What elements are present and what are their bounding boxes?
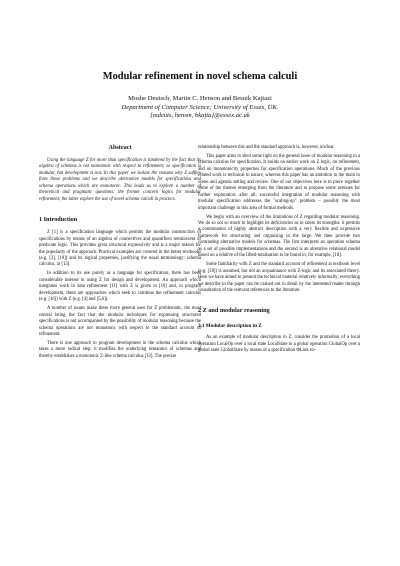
intro-paragraph: There is one approach to program development in the schema calculus which takes a more radical step: it modifies the underlying semantics of schemas and thereby establishes a monotonic Z-like schema calculus [12]. The precise	[39, 340, 201, 359]
body-paragraph: This paper aims to shed some light on the general issue of modular reasoning in a schema calculus for specification. It builds on earlier work on Z logic, on refinement, and on monotonicity properties for specification operations. Much of the previous related work is technical in nature, whereas this paper has an ambition in the main to scene and agenda setting and review. One of our objectives here is to piece together some of the themes emerging from the literature and to propose some avenues for further exploration: after all, successful integration of modular reasoning with modular specification addresses the "scaling-up" problem – possibly the most important challenge in this area of formal methods.	[198, 153, 360, 211]
intro-paragraph: A number of issues make these more general uses for Z problematic, the most central being the fact that the modular techniques for expressing structured specifications is not accompanied by the possibility of modular reasoning because the schema operations are not monotonic with respect to the standard account of refinement.	[39, 306, 201, 337]
author-names: Moshe Deutsch, Martin C. Henson and Besnik Kajtazi	[128, 95, 272, 102]
author-affiliation: Department of Computer Science; University of Essex, UK.	[121, 103, 279, 111]
section-heading-introduction: 1 Introduction	[39, 216, 78, 224]
paper-title: Modular refinement in novel schema calculi	[102, 71, 298, 82]
intro-paragraph: Z [1] is a specification language which permits the modular construction of specifications by means of an algebra of connectives and quantifiers reminiscent of predicate logic. This provides great structural expressivity and is a major reason for the popularity of the approach. Practical examples are covered in the better textbooks (e.g. [3], [18]) and its logical properties, justifying the usual terminology: schema calculus, in [13].	[39, 230, 201, 268]
body-paragraph: We begin with an overview of the limitations of Z regarding modular reasoning. We do so not so much to highlight its deficiencies as to stress its strengths: it permits a combination of highly abstract description with a very flexible and expressive framework for structuring and organising in the large. We then provide two contrasting alternative models for schemas. The first interprets an operation schema as a set of possible implementations and the second is an alterative relational model based on a relative of the lifted-totalisation to be found in, for example, [18].	[198, 214, 360, 259]
abstract-text: Using the language Z for more than specification is hindered by the fact that its algebra of schemas is not monotonic with respect to refinement; so specification is modular, but development is not. In this paper we isolate the reasons why Z suffers from these problems and we describe alternative models for specifications and schema operations which are monotonic. This leads us to explore a number of theoretical and pragmatic questions: the former concern logics for modular refinement; the latter explore the use of novel schema calculi in practice.	[39, 158, 201, 202]
author-emails: {mdeuts, hensm, bkajta}@essex.ac.uk	[150, 112, 250, 120]
section-heading-z-modular-reasoning: 2 Z and modular reasoning	[198, 307, 270, 315]
intro-paragraph: In addition to its use purely as a language for specification, there has been considerable interest in using Z for design and development. An approach which integrates work in data refinement [11] with Z is given in [18] and, in program development, there are approaches which seek to combine the refinement calculus (e.g. [16]) with Z (e.g. [4] and [5,6]).	[39, 271, 201, 303]
abstract-section	[39, 144, 201, 203]
subsection-heading-modular-description: 2.1 Modular description in Z	[198, 323, 262, 330]
author-block	[0, 95, 400, 121]
body-paragraph: As an example of modular description in Z, consider the promotion of a local operation LocalOp over a local state LocalState to a global operation GlobalOp over a global state GlobalState by means of a specification ΦLink ex-	[198, 335, 360, 354]
abstract-heading: Abstract	[108, 144, 132, 151]
body-paragraph: relationship between this and the standard approach is, however, unclear.	[198, 145, 335, 150]
body-paragraph: Some familiarity with Z and the standard account of refinement at textbook level (e.g. [18]) is assumed, but not an acquaintance with Z-logic and its associated theory. Here we have aimed to present the technical material relatively informally; everything we describe in the paper can be cashed out in detail by the interested reader through consultation of the relevant references to the literature.	[198, 262, 360, 294]
left-column	[39, 144, 201, 360]
right-column	[198, 145, 360, 355]
